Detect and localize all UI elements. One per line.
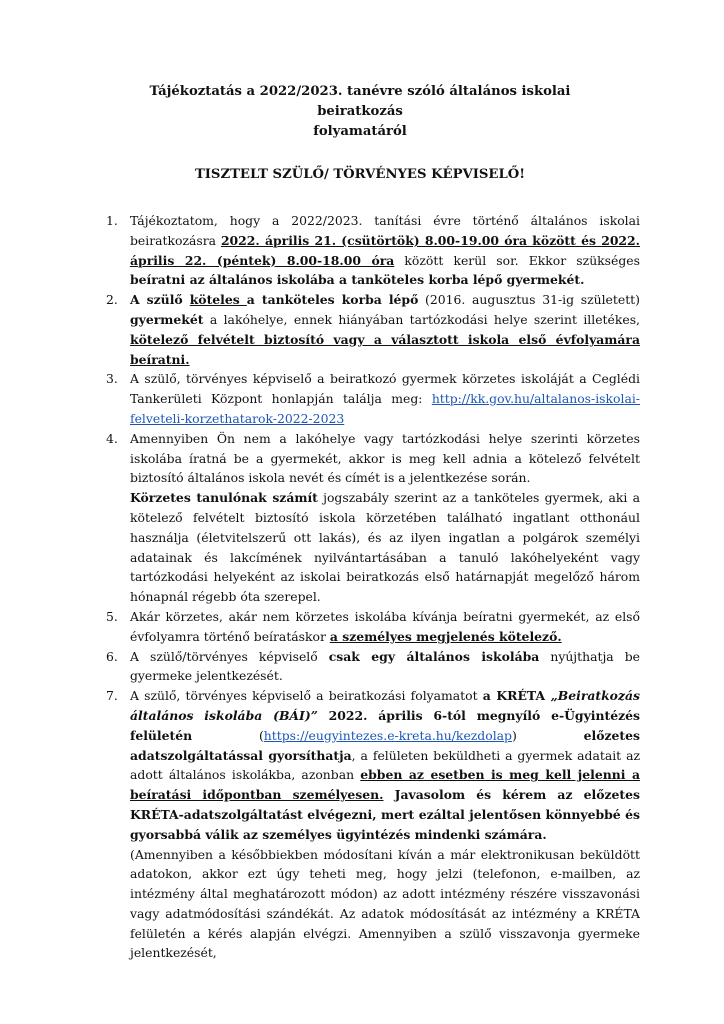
numbered-list [100, 211, 640, 963]
eugyintezes-link[interactable]: https://eugyintezes.e-kreta.hu/kezdolap [263, 727, 512, 743]
list-item-2 [100, 290, 640, 369]
item-number: 6. [106, 648, 118, 664]
item-text: A szülő, törvényes képviselő a beiratkozó gyermek körzetes iskoláját a Ceglédi Tankerületi Központ honlapján találja meg: http://kk.gov.hu/altalanos-iskolai-felveteli-korzethatarok-2022-2023 [130, 371, 640, 426]
item-number: 5. [106, 608, 118, 624]
item-number: 2. [106, 292, 118, 308]
document-title [110, 82, 610, 142]
item-text: Akár körzetes, akár nem körzetes iskolába kívánja beíratni gyermekét, az első évfolyamra történő beíratáskor a személyes megjelenés kötelező. [130, 608, 640, 644]
list-item-7 [100, 686, 640, 963]
item-text: Tájékoztatom, hogy a 2022/2023. tanítási évre történő általános iskolai beiratkozásra 2022. április 21. (csütörtök) 8.00-19.00 óra között és 2022. április 22. (péntek) 8.00-18.00 óra között kerül sor. Ekkor szükséges beíratni az általános iskolába a tanköteles korba lépő gyermekét. [130, 213, 640, 288]
item-text: A szülő, törvényes képviselő a beiratkozási folyamatot a KRÉTA „Beiratkozás általános iskolába (BÁI)” 2022. április 6-tól megnyíló e-Ügyintézés felületén (https://eugyintezes.e-kreta.hu/kezdolap) előzetes adatszolgáltatással gyorsíthatja, a felületen beküldheti a gyermek adatait az adott általános iskolákba, azonban ebben az esetben is meg kell jelenni a beíratási időpontban személyesen. Javasolom és kérem az előzetes KRÉTA-adatszolgáltatást elvégezni, mert ezáltal jelentősen könnyebbé és gyorsabbá válik az személyes ügyintézés mindenki számára. [130, 688, 641, 842]
list-item-5 [100, 607, 640, 647]
item-number: 4. [106, 430, 118, 446]
salutation-heading: TISZTELT SZÜLŐ/ TÖRVÉNYES KÉPVISELŐ! [194, 167, 526, 182]
item-text: A szülő/törvényes képviselő csak egy általános iskolába nyújthatja be gyermeke jelentkezését. [130, 648, 640, 684]
item-text: A szülő köteles a tanköteles korba lépő (2016. augusztus 31-ig született) gyermekét a lakóhelye, ennek hiányában tartózkodási helye szerint illetékes, kötelező felvételt biztosító vagy a választott iskola első évfolyamára beíratni. [130, 292, 640, 367]
item-number: 7. [106, 688, 118, 704]
item-text-continued: (Amennyiben a későbbiekben módosítani kíván a már elektronikusan beküldött adatokon, akkor ezt úgy teheti meg, hogy jelzi (telefonon, e-mailben, az intézmény által meghatározott módon) az adott intézmény részére visszavonási vagy adatmódosítási szándékát. Az adatok módosítását az intézmény a KRÉTA felületén a kérés alapján elvégzi. Amennyiben a szülő visszavonja gyermeke jelentkezését, [130, 846, 640, 961]
item-number: 3. [106, 371, 118, 387]
item-text-continued: Körzetes tanulónak számít jogszabály szerint az a tanköteles gyermek, aki a kötelező felvételt biztosító iskola körzetében található ingatlant otthonául használja (életvitelszerű ott lakás), és az ilyen ingatlan a polgárok személyi adatainak és lakcímének nyilvántartásában a tanuló lakóhelyeként vagy tartózkodási helyeként az iskolai beiratkozás első határnapját megelőző három hónapnál régebb óta szerepel. [130, 490, 640, 605]
item-number: 1. [106, 213, 118, 228]
list-item-6 [100, 647, 640, 687]
list-item-1 [100, 211, 640, 290]
list-item-4 [100, 429, 640, 607]
title-line-1: Tájékoztatás a 2022/2023. tanévre szóló általános iskolai beiratkozás [149, 84, 571, 119]
item-text: Amennyiben Ön nem a lakóhelye vagy tartózkodási helye szerinti körzetes iskolába íratná be a gyermekét, akkor is meg kell adnia a kötelező felvételt biztosító általános iskola nevét és címét is a jelentkezése során. [130, 430, 640, 486]
title-line-2: folyamatáról [313, 124, 407, 139]
list-item-3 [100, 369, 640, 428]
korzethatarok-link[interactable]: http://kk.gov.hu/altalanos-iskolai-felveteli-korzethatarok-2022-2023 [130, 391, 640, 426]
